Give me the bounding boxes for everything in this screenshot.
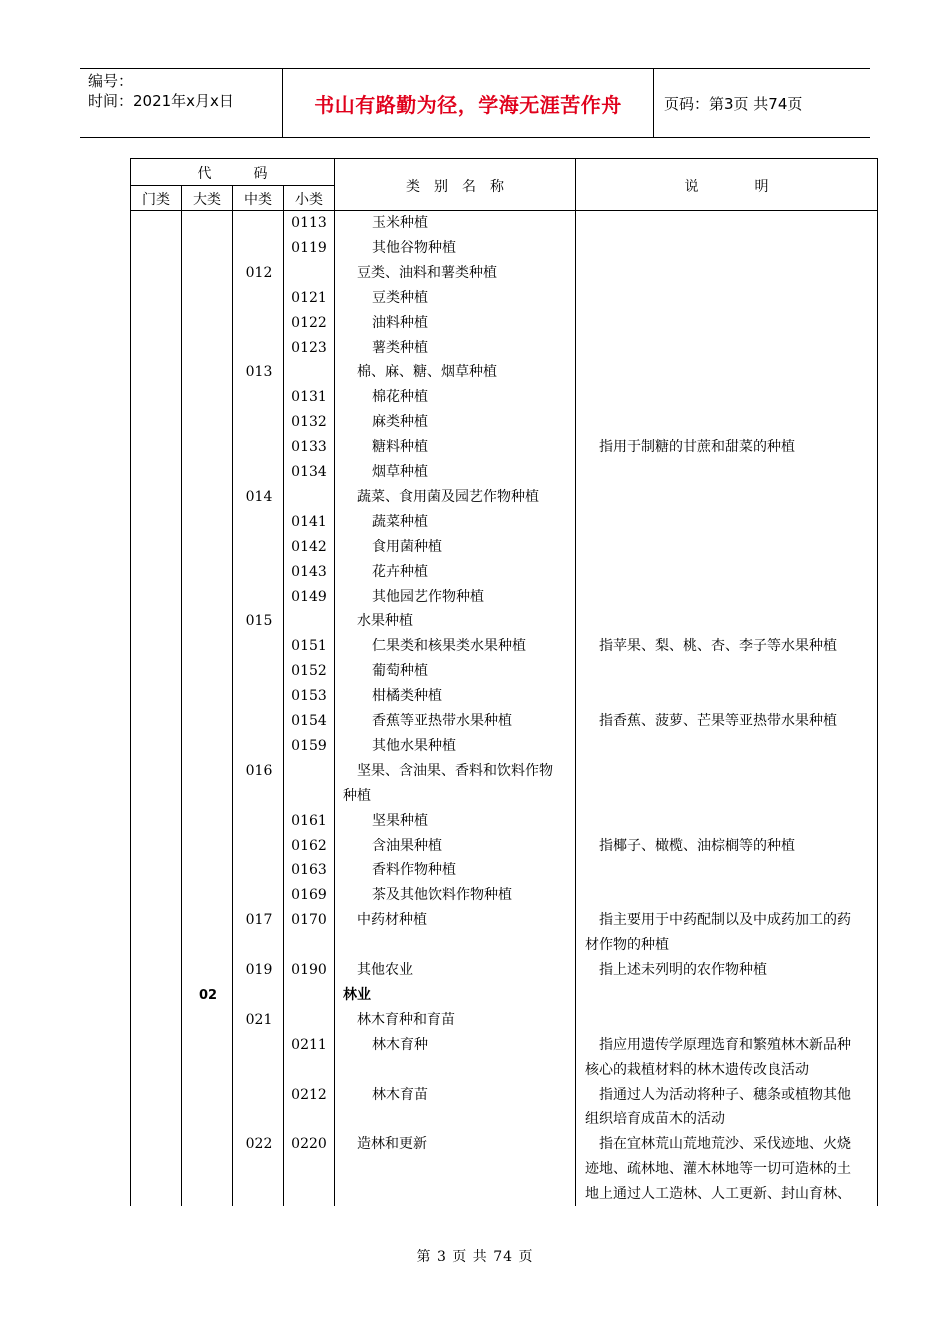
cell-category-name: 香料作物种植 [372, 862, 456, 879]
cell-category-name: 食用菌种植 [372, 538, 442, 555]
cell-description: 指用于制糖的甘蔗和甜菜的种植 [599, 439, 795, 456]
time-label: 时间：2021年x月x日 [88, 92, 234, 110]
cell-xiao-code: 0152 [291, 663, 327, 680]
cell-category-name: 油料种植 [372, 314, 428, 331]
cell-category-name: 其他谷物种植 [372, 239, 456, 256]
cell-xiao-code: 0161 [291, 812, 327, 829]
cell-xiao-code: 0134 [291, 464, 327, 480]
cell-da-code: 02 [198, 987, 218, 1003]
cell-description: 指应用遗传学原理选育和繁殖林木新品种 [599, 1036, 851, 1053]
table-row [131, 834, 877, 859]
table-row [131, 809, 877, 834]
cell-xiao-code: 0142 [291, 538, 327, 555]
cell-description-cont: 迹地、疏林地、灌木林地等一切可造林的土 [585, 1161, 851, 1178]
cell-category-name: 仁果类和核果类水果种植 [372, 638, 526, 655]
cell-xiao-code: 0149 [291, 588, 327, 605]
table-row [131, 883, 877, 908]
cell-category-name: 薯类种植 [372, 339, 428, 356]
cell-category-name: 造林和更新 [357, 1136, 427, 1153]
cell-description: 指在宜林荒山荒地荒沙、采伐迹地、火烧 [599, 1136, 851, 1153]
cell-description: 指上述未列明的农作物种植 [599, 962, 767, 978]
table-row [131, 460, 877, 485]
cell-category-name: 其他水果种植 [372, 737, 456, 754]
table-row [131, 659, 877, 684]
table-row [131, 510, 877, 535]
table-row [131, 311, 877, 336]
cell-category-name: 林木育种 [372, 1036, 428, 1053]
cell-zhong-code: 012 [245, 264, 273, 281]
cell-category-name-cont: 种植 [343, 787, 371, 804]
cell-category-name: 林业 [343, 986, 371, 1003]
col-head-xiao: 小类 [295, 192, 323, 208]
cell-category-name: 豆类、油料和薯类种植 [357, 264, 497, 281]
cell-category-name: 棉花种植 [372, 389, 428, 406]
cell-category-name: 茶及其他饮料作物种植 [372, 887, 512, 904]
cell-xiao-code: 0162 [291, 837, 327, 854]
cell-category-name: 豆类种植 [372, 289, 428, 306]
cell-xiao-code: 0123 [291, 339, 327, 356]
table-row [131, 734, 877, 759]
table-row [131, 485, 877, 510]
cell-category-name: 其他园艺作物种植 [372, 588, 484, 605]
cell-xiao-code: 0143 [291, 563, 327, 580]
cell-description: 指主要用于中药配制以及中成药加工的药 [599, 912, 851, 929]
header-page-info: 页码：第3页 共74页 [664, 94, 803, 113]
cell-xiao-code: 0159 [291, 737, 327, 754]
table-row [131, 784, 877, 809]
table-row [131, 236, 877, 261]
cell-xiao-code: 0212 [291, 1086, 327, 1103]
col-head-code: 代 码 [197, 166, 268, 182]
table-row [131, 759, 877, 784]
cell-category-name: 花卉种植 [372, 563, 428, 580]
cell-description: 指香蕉、菠萝、芒果等亚热带水果种植 [599, 713, 837, 729]
table-row [131, 933, 877, 958]
table-row [131, 360, 877, 385]
cell-category-name: 蔬菜种植 [372, 513, 428, 530]
number-label: 编号： [88, 72, 134, 90]
table-row [131, 336, 877, 361]
table-row [131, 1033, 877, 1058]
cell-xiao-code: 0119 [291, 239, 327, 256]
cell-xiao-code: 0121 [291, 289, 327, 306]
cell-category-name: 坚果、含油果、香料和饮料作物 [357, 762, 553, 779]
header-meta [80, 69, 282, 137]
col-head-men: 门类 [142, 192, 170, 208]
cell-category-name: 麻类种植 [372, 414, 428, 431]
table-row [131, 958, 877, 983]
cell-description: 指椰子、橄榄、油棕榈等的种植 [599, 837, 795, 854]
header-motto: 书山有路勤为径，学海无涯苦作舟 [282, 69, 654, 137]
cell-description: 指苹果、梨、桃、杏、李子等水果种植 [599, 638, 837, 655]
cell-category-name: 林木育种和育苗 [357, 1011, 455, 1028]
cell-zhong-code: 022 [245, 1136, 273, 1153]
table-row [131, 1107, 877, 1132]
cell-zhong-code: 019 [245, 962, 273, 978]
cell-xiao-code: 0132 [291, 414, 327, 431]
cell-category-name: 中药材种植 [357, 912, 427, 929]
table-row [131, 560, 877, 585]
cell-zhong-code: 013 [245, 364, 273, 381]
cell-zhong-code: 015 [245, 613, 273, 630]
cell-description-cont: 组织培育成苗木的活动 [585, 1111, 725, 1128]
table-row [131, 410, 877, 435]
page-footer: 第 3 页 共 74 页 [416, 1249, 534, 1265]
cell-category-name: 坚果种植 [372, 812, 428, 829]
cell-xiao-code: 0163 [291, 862, 327, 879]
cell-zhong-code: 014 [245, 488, 273, 505]
cell-description-cont: 核心的栽植材料的林木遗传改良活动 [585, 1061, 809, 1078]
cell-description-cont: 材作物的种植 [585, 937, 669, 954]
table-row [131, 286, 877, 311]
cell-category-name: 柑橘类种植 [372, 688, 442, 705]
cell-category-name: 烟草种植 [372, 464, 428, 480]
table-row [131, 435, 877, 460]
classification-table [130, 158, 878, 1206]
cell-xiao-code: 0169 [291, 887, 327, 904]
table-row [131, 1182, 877, 1207]
cell-category-name: 水果种植 [357, 613, 413, 630]
document-header [80, 68, 870, 138]
table-row [131, 908, 877, 933]
col-head-desc: 说 明 [684, 179, 769, 195]
table-row [131, 585, 877, 610]
cell-category-name: 其他农业 [357, 962, 413, 978]
table-row [131, 983, 877, 1008]
code-subhead-line [131, 185, 334, 186]
cell-xiao-code: 0131 [291, 389, 327, 406]
cell-category-name: 玉米种植 [372, 215, 428, 231]
table-row [131, 535, 877, 560]
cell-category-name: 糖料种植 [372, 439, 428, 456]
cell-xiao-code: 0151 [291, 638, 327, 655]
table-row [131, 1008, 877, 1033]
cell-xiao-code: 0122 [291, 314, 327, 331]
cell-xiao-code: 0113 [291, 215, 327, 231]
cell-xiao-code: 0220 [291, 1136, 327, 1153]
col-head-da: 大类 [193, 192, 221, 208]
table-row [131, 385, 877, 410]
col-head-name: 类 别 名 称 [406, 179, 504, 195]
cell-xiao-code: 0211 [291, 1036, 327, 1053]
cell-xiao-code: 0154 [291, 713, 327, 729]
cell-zhong-code: 021 [245, 1011, 273, 1028]
cell-description: 指通过人为活动将种子、穗条或植物其他 [599, 1086, 851, 1103]
cell-xiao-code: 0170 [291, 912, 327, 929]
table-row [131, 609, 877, 634]
table-row [131, 684, 877, 709]
cell-description-cont: 地上通过人工造林、人工更新、封山育林、 [585, 1186, 851, 1203]
cell-category-name: 香蕉等亚热带水果种植 [372, 713, 512, 729]
table-row [131, 1157, 877, 1182]
cell-category-name: 林木育苗 [372, 1086, 428, 1103]
cell-xiao-code: 0133 [291, 439, 327, 456]
table-row [131, 211, 877, 236]
table-row [131, 261, 877, 286]
cell-xiao-code: 0141 [291, 513, 327, 530]
cell-category-name: 葡萄种植 [372, 663, 428, 680]
table-row [131, 1132, 877, 1157]
cell-category-name: 棉、麻、糖、烟草种植 [357, 364, 497, 381]
cell-zhong-code: 016 [245, 762, 273, 779]
table-row [131, 709, 877, 734]
cell-category-name: 蔬菜、食用菌及园艺作物种植 [357, 488, 539, 505]
cell-zhong-code: 017 [245, 912, 273, 929]
table-body [131, 211, 877, 1206]
col-head-zhong: 中类 [244, 192, 272, 208]
table-row [131, 634, 877, 659]
cell-xiao-code: 0190 [291, 962, 327, 978]
table-row [131, 1058, 877, 1083]
table-row [131, 858, 877, 883]
table-row [131, 1083, 877, 1108]
cell-category-name: 含油果种植 [372, 837, 442, 854]
cell-xiao-code: 0153 [291, 688, 327, 705]
